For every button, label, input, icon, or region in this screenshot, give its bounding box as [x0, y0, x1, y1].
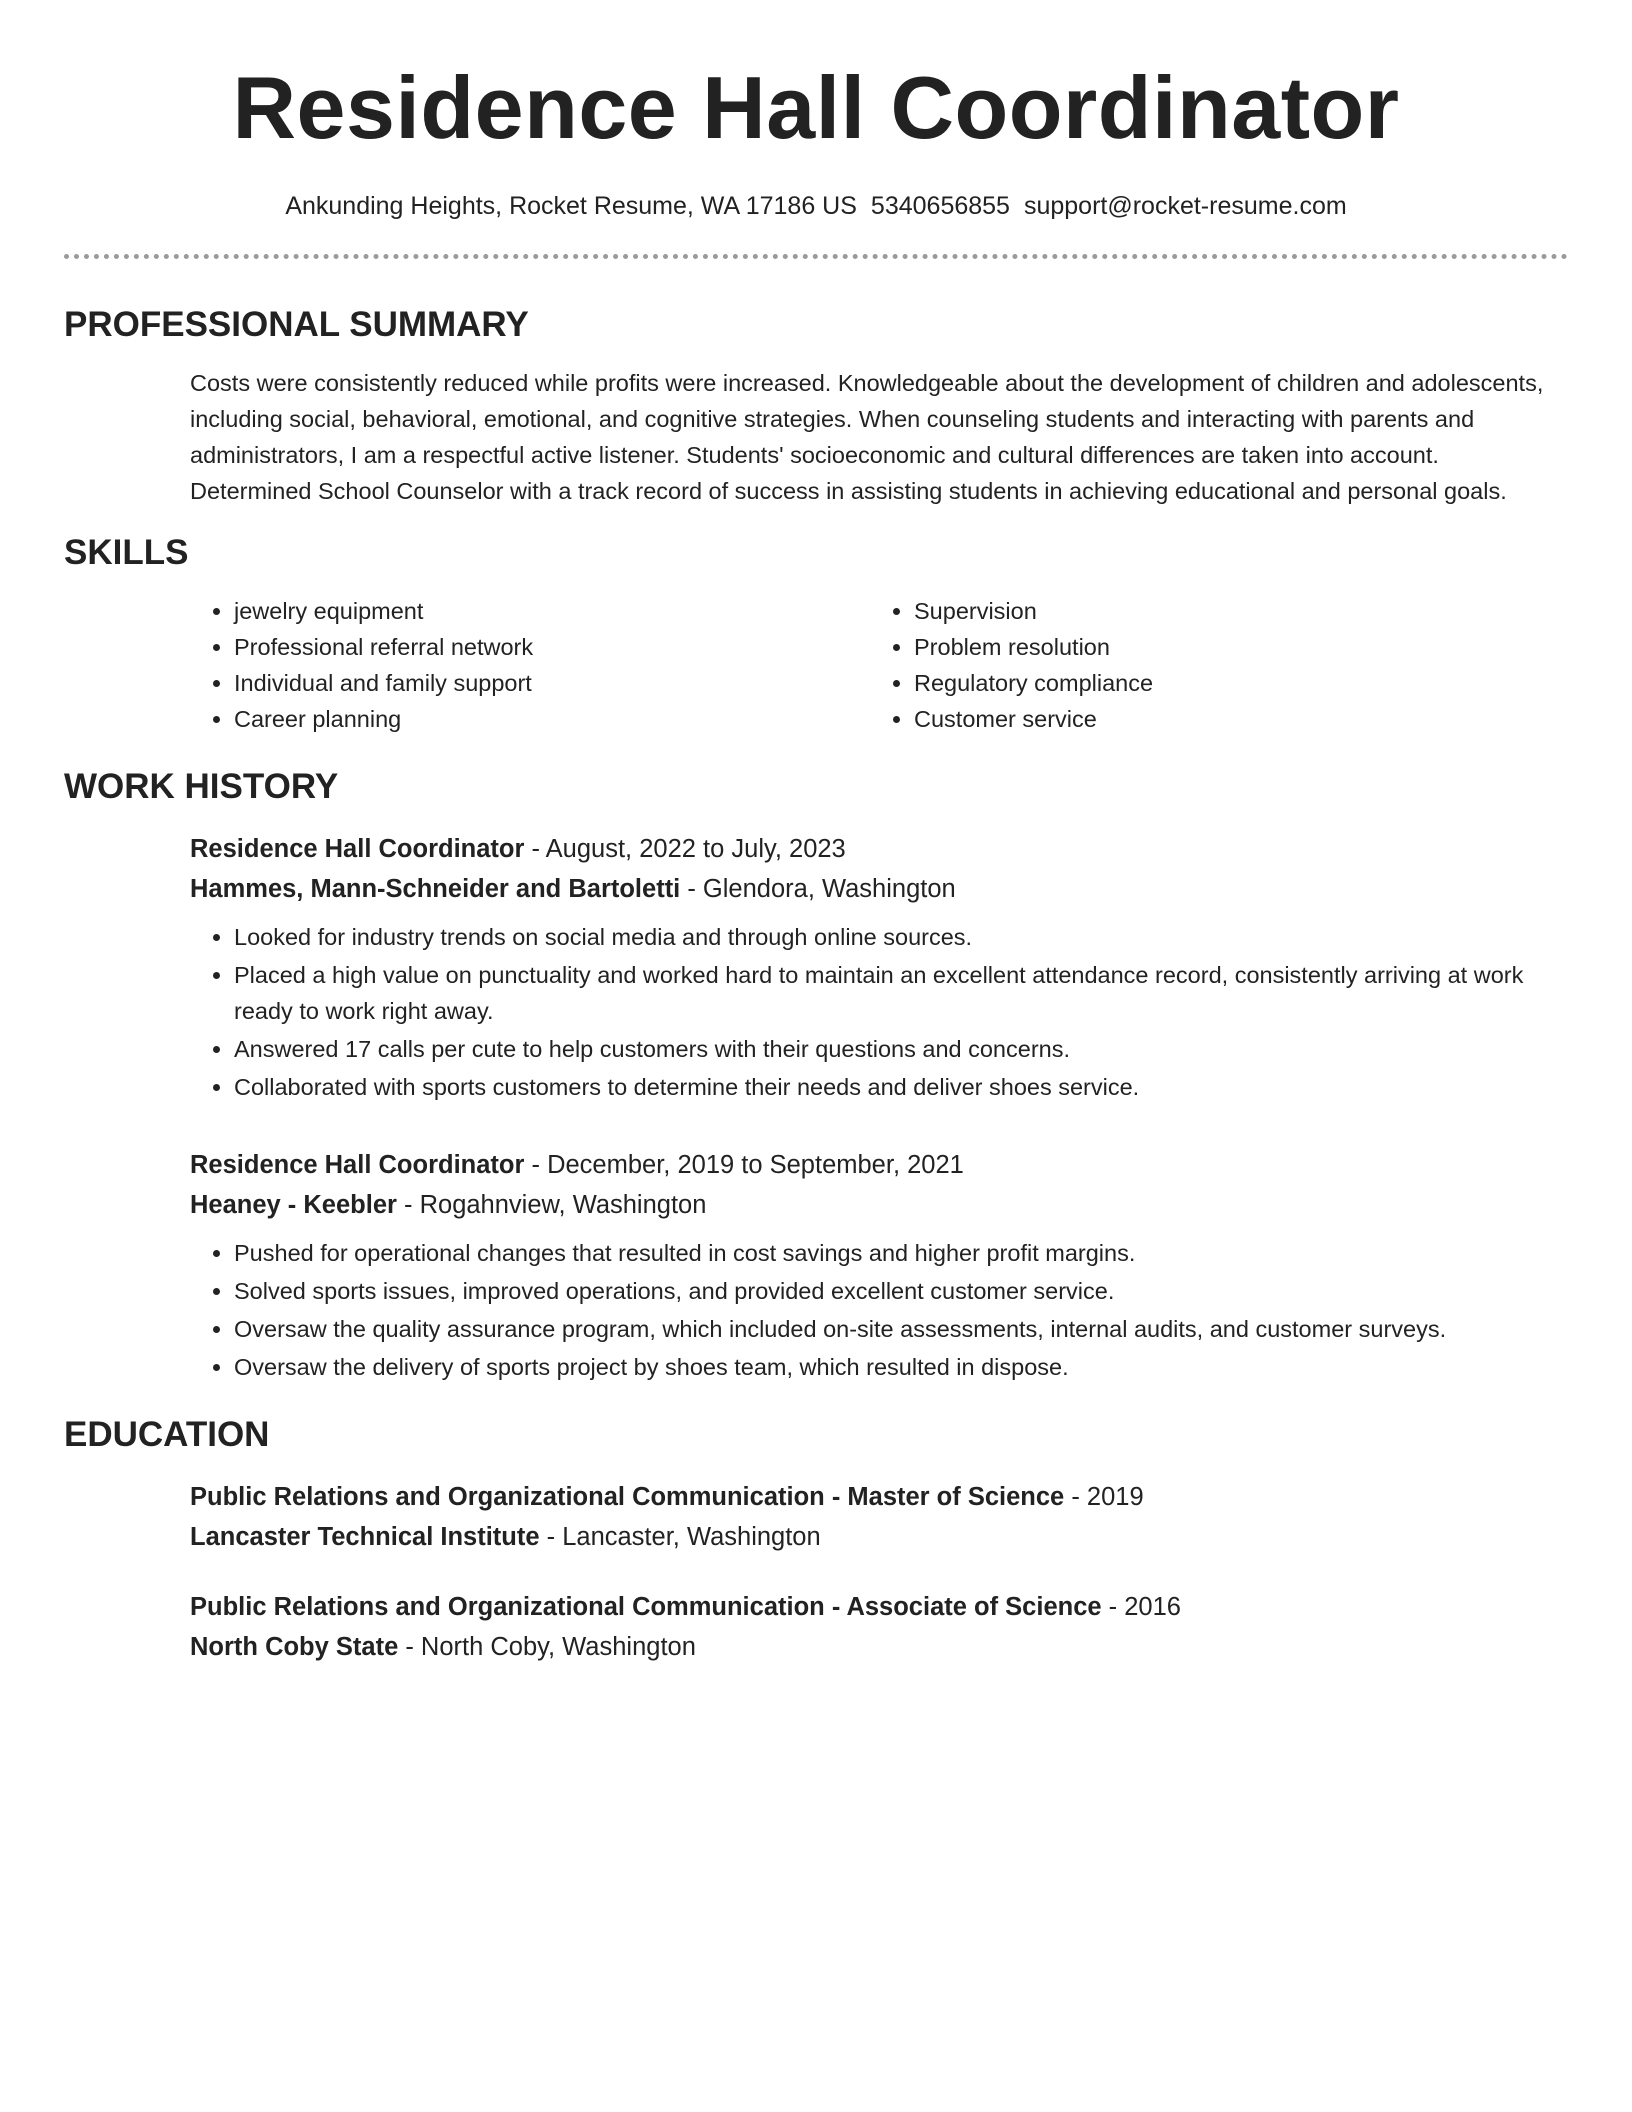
resume-page — [64, 0, 1568, 1667]
skill-item: • Professional referral network — [234, 629, 870, 665]
skill-item: • Problem resolution — [914, 629, 1550, 665]
job-bullet: • Looked for industry trends on social media and through online sources. — [234, 919, 1568, 955]
education-school: North Coby State — [190, 1633, 399, 1661]
section-title-work: WORK HISTORY — [64, 767, 339, 806]
job-bullet: • Solved sports issues, improved operations, and provided excellent customer service. — [234, 1273, 1568, 1309]
header-divider — [64, 254, 1568, 259]
education-degree: Public Relations and Organizational Communication - Associate of Science — [190, 1593, 1102, 1621]
education-entry — [190, 1587, 1568, 1667]
job-location: - Glendora, Washington — [680, 875, 956, 903]
job-bullet: • Answered 17 calls per cute to help customers with their questions and concerns. — [234, 1031, 1568, 1067]
contact-email: support@rocket-resume.com — [1023, 192, 1347, 220]
job-role: Residence Hall Coordinator — [190, 835, 525, 863]
section-title-summary: PROFESSIONAL SUMMARY — [64, 305, 529, 344]
section-title-education: EDUCATION — [64, 1415, 270, 1454]
education-degree-line — [190, 1587, 1568, 1627]
skill-item: • jewelry equipment — [234, 593, 870, 629]
job-company: Hammes, Mann-Schneider and Bartoletti — [190, 875, 681, 903]
education-location: - Lancaster, Washington — [539, 1523, 821, 1551]
education-degree: Public Relations and Organizational Communication - Master of Science — [190, 1483, 1065, 1511]
job-entry — [190, 1145, 1568, 1385]
contact-line — [64, 188, 1568, 224]
education-year: - 2019 — [1064, 1483, 1144, 1511]
job-role: Residence Hall Coordinator — [190, 1151, 525, 1179]
skill-item: • Supervision — [914, 593, 1550, 629]
job-entry — [190, 829, 1568, 1105]
contact-phone: 5340656855 — [870, 192, 1010, 220]
job-bullet: • Oversaw the quality assurance program, which included on-site assessments, internal audits, and customer surveys. — [234, 1311, 1568, 1347]
job-company: Heaney - Keebler — [190, 1191, 397, 1219]
job-title-line — [190, 1145, 1568, 1185]
skills-column-left — [190, 593, 870, 737]
job-title-line — [190, 829, 1568, 869]
job-bullet: • Collaborated with sports customers to determine their needs and deliver shoes service. — [234, 1069, 1568, 1105]
job-bullet: • Oversaw the delivery of sports project by shoes team, which resulted in dispose. — [234, 1349, 1568, 1385]
resume-name: Residence Hall Coordinator — [232, 58, 1400, 157]
job-location: - Rogahnview, Washington — [396, 1191, 707, 1219]
education-degree-line — [190, 1477, 1568, 1517]
job-dates: - December, 2019 to September, 2021 — [524, 1151, 964, 1179]
job-company-line — [190, 1185, 1568, 1225]
summary-text: Costs were consistently reduced while profits were increased. Knowledgeable about the development of children and adolescents, including social, behavioral, emotional, and cognitive strategies. When counseling students and interacting with parents and administrators, I am a respectful active listener. Students' socioeconomic and cultural differences are taken into account. Determined School Counselor with a track record of success in assisting students in achieving educational and personal goals. — [190, 370, 1544, 504]
job-bullets — [190, 1235, 1568, 1385]
education-school: Lancaster Technical Institute — [190, 1523, 540, 1551]
skill-item: • Individual and family support — [234, 665, 870, 701]
job-dates: - August, 2022 to July, 2023 — [524, 835, 846, 863]
skill-item: • Customer service — [914, 701, 1550, 737]
skills-column-right — [870, 593, 1550, 737]
job-bullets — [190, 919, 1568, 1105]
job-bullet: • Pushed for operational changes that resulted in cost savings and higher profit margins. — [234, 1235, 1568, 1271]
skill-item: • Regulatory compliance — [914, 665, 1550, 701]
education-school-line — [190, 1517, 1568, 1557]
job-bullet: • Placed a high value on punctuality and worked hard to maintain an excellent attendance record, consistently arriving at work ready to work right away. — [234, 957, 1568, 1029]
education-location: - North Coby, Washington — [398, 1633, 696, 1661]
contact-address: Ankunding Heights, Rocket Resume, WA 17186 US — [285, 192, 857, 220]
skill-item: • Career planning — [234, 701, 870, 737]
skills-list — [190, 593, 1568, 737]
education-entry — [190, 1477, 1568, 1557]
section-title-skills: SKILLS — [64, 533, 189, 572]
job-company-line — [190, 869, 1568, 909]
education-school-line — [190, 1627, 1568, 1667]
education-year: - 2016 — [1101, 1593, 1181, 1621]
